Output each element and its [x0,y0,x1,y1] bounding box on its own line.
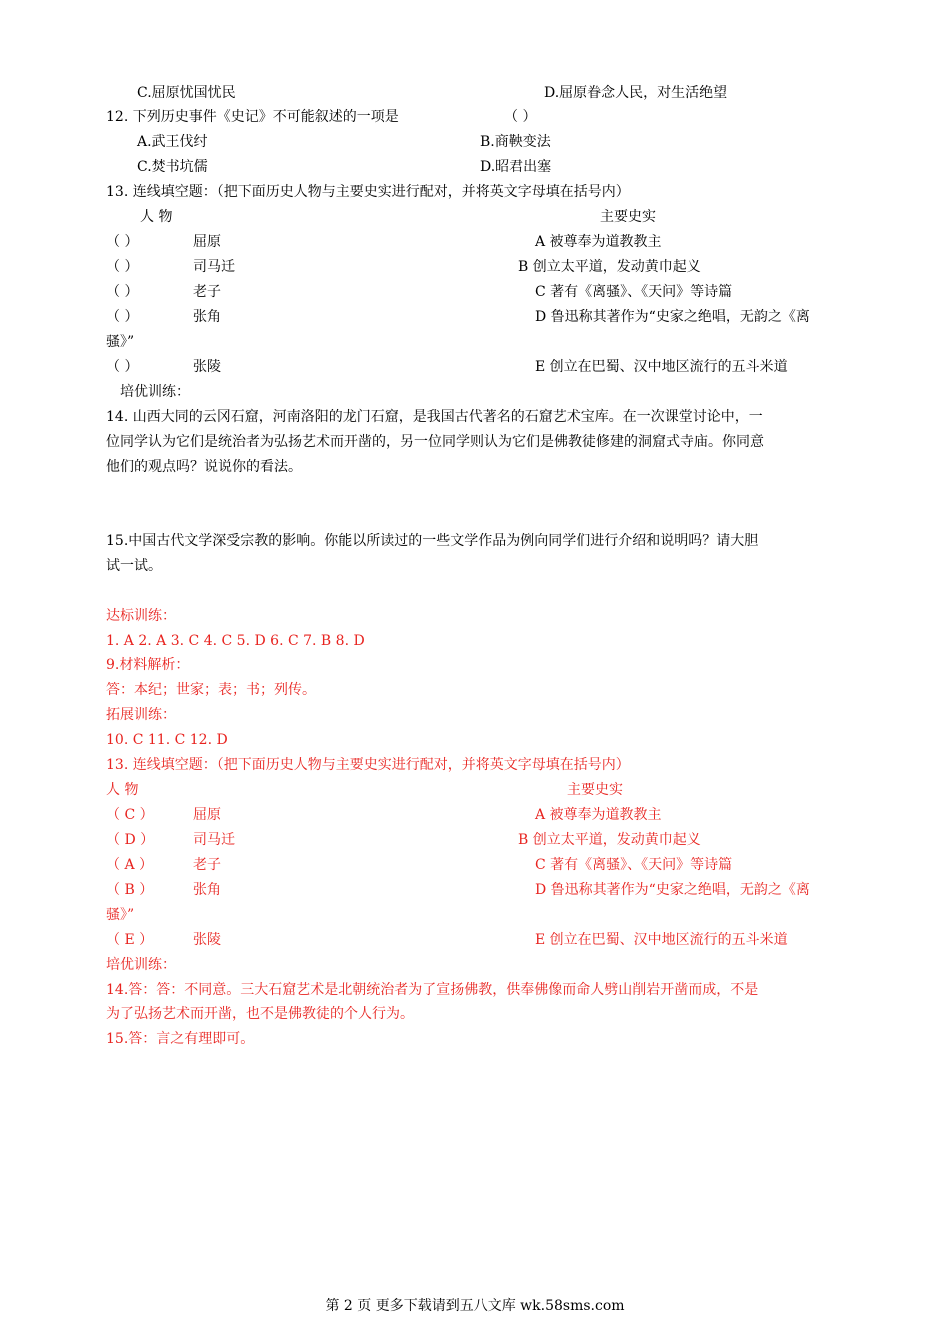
answer-q13-row-person: 屈原 [193,807,221,823]
answer-q13-row-paren: （ D ） [106,832,155,848]
q13-row-fact: D 鲁迅称其著作为“史家之绝唱，无韵之《离 [535,309,810,325]
q11-option-c: C.屈原忧国忧民 [137,85,236,101]
answer-q13-row-paren: （ E ） [106,932,154,948]
q12-answer-paren: （ ） [504,109,537,125]
answer-q13-row-person: 张陵 [193,932,221,948]
section-peiyou-title: 培优训练： [120,384,190,400]
q13-row-fact: A 被尊奉为道教教主 [535,234,662,250]
answer-q13-row-fact: D 鲁迅称其著作为“史家之绝唱，无韵之《离 [535,882,810,898]
q14-line: 14. 山西大同的云冈石窟，河南洛阳的龙门石窟，是我国古代著名的石窟艺术宝库。在一次课堂讨论中，一 [106,409,763,425]
q13-row-person: 司马迁 [193,259,235,275]
q12-option-a: A.武王伐纣 [137,134,208,150]
q12-stem: 12. 下列历史事件《史记》不可能叙述的一项是 [106,109,399,125]
q14-line: 位同学认为它们是统治者为弘扬艺术而开凿的，另一位同学则认为它们是佛教徒修建的洞窟式寺庙。你同意 [106,434,764,450]
answer-q13-row-paren: （ C ） [106,807,154,823]
q13-row-fact: E 创立在巴蜀、汉中地区流行的五斗米道 [535,359,788,375]
answer-q14-line: 14.答：答：不同意。三大石窟艺术是北朝统治者为了宣扬佛教，供奉佛像而命人劈山削岩开凿而成，不是 [106,982,759,998]
answer-q15: 15.答：言之有理即可。 [106,1031,255,1047]
q13-row-paren: （ ） [106,284,139,300]
q13-row-person: 张陵 [193,359,221,375]
q13-row-fact: B 创立太平道，发动黄巾起义 [518,259,701,275]
q13-stem: 13. 连线填空题：（把下面历史人物与主要史实进行配对，并将英文字母填在括号内） [106,184,630,200]
answer-peiyou-title: 培优训练： [106,957,176,973]
answer-q13-row-fact: B 创立太平道，发动黄巾起义 [518,832,701,848]
answer-dabiao-title: 达标训练： [106,608,176,624]
answer-q13-row-person: 司马迁 [193,832,235,848]
answer-q9-title: 9.材料解析： [106,657,190,673]
answer-q13-col-facts: 主要史实 [567,782,623,798]
q13-row-paren: （ ） [106,234,139,250]
q12-option-d: D.昭君出塞 [480,159,552,175]
answer-q13-row-fact: E 创立在巴蜀、汉中地区流行的五斗米道 [535,932,788,948]
q13-row-paren: （ ） [106,359,139,375]
q15-line: 试一试。 [106,558,162,574]
answer-q13-row-person: 老子 [193,857,221,873]
answer-dabiao-line: 1. A 2. A 3. C 4. C 5. D 6. C 7. B 8. D [106,633,365,649]
page-footer: 第 2 页 更多下载请到五八文库 wk.58sms.com [325,1298,625,1314]
q13-col-people: 人 物 [140,209,173,225]
q15-line: 15.中国古代文学深受宗教的影响。你能以所读过的一些文学作品为例向同学们进行介绍和说明吗？请大胆 [106,533,759,549]
q13-row-person: 张角 [193,309,221,325]
answer-q13-row-fact: A 被尊奉为道教教主 [535,807,662,823]
answer-q13-row-person: 张角 [193,882,221,898]
answer-q13-row-fact: C 著有《离骚》、《天问》等诗篇 [535,857,733,873]
q12-option-b: B.商鞅变法 [480,134,551,150]
answer-q13-row-paren: （ B ） [106,882,154,898]
answer-q13-col-people: 人 物 [106,782,139,798]
answer-q13-row-paren: （ A ） [106,857,154,873]
q13-row-fact: C 著有《离骚》、《天问》等诗篇 [535,284,733,300]
answer-q14-line: 为了弘扬艺术而开凿，也不是佛教徒的个人行为。 [106,1006,414,1022]
answer-q13-row-fact-wrap: 骚》” [106,907,135,923]
q13-row-person: 老子 [193,284,221,300]
answer-tuozhan-title: 拓展训练： [106,707,176,723]
answer-tuozhan-line: 10. C 11. C 12. D [106,732,228,748]
q14-line: 他们的观点吗？说说你的看法。 [106,459,302,475]
answer-q9: 答：本纪；世家；表；书；列传。 [106,682,316,698]
q12-option-c: C.焚书坑儒 [137,159,208,175]
q13-row-person: 屈原 [193,234,221,250]
q13-row-fact-wrap: 骚》” [106,334,135,350]
answer-q13-stem: 13. 连线填空题：（把下面历史人物与主要史实进行配对，并将英文字母填在括号内） [106,757,630,773]
q13-row-paren: （ ） [106,309,139,325]
q13-col-facts: 主要史实 [600,209,656,225]
q11-option-d: D.屈原眷念人民，对生活绝望 [544,85,728,101]
q13-row-paren: （ ） [106,259,139,275]
